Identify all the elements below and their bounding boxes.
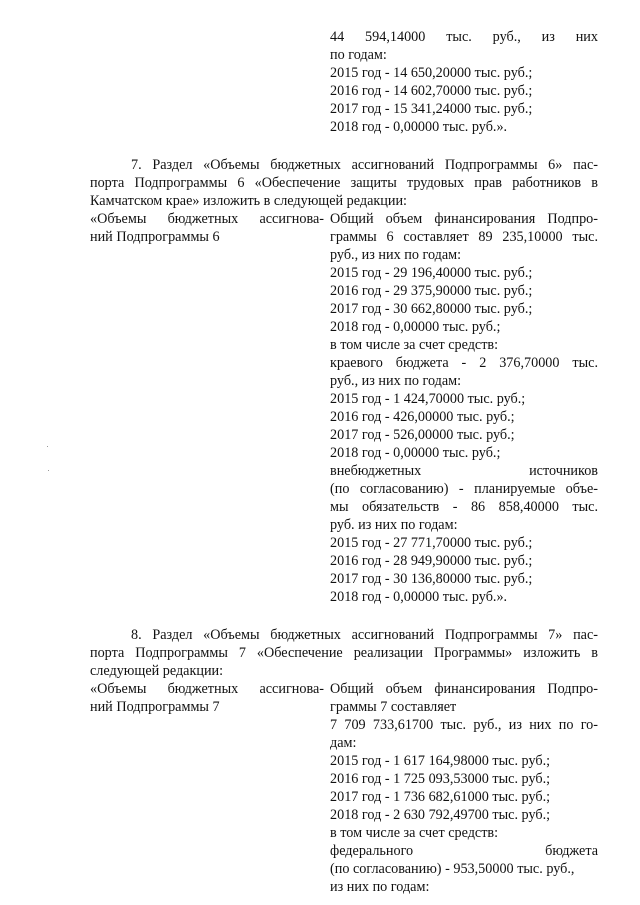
text-line: 2016 год - 1 725 093,53000 тыс. руб.; <box>330 771 551 787</box>
section-8-intro-line: порта Подпрограммы 7 «Обеспечение реализации Программы» изложить в <box>90 645 598 661</box>
text-line: 2018 год - 0,00000 тыс. руб.; <box>330 445 501 461</box>
text-line: 2016 год - 14 602,70000 тыс. руб.; <box>330 83 533 99</box>
text-line: 2017 год - 30 136,80000 тыс. руб.; <box>330 571 533 587</box>
section-7-intro-line: Камчатском крае» изложить в следующей редакции: <box>90 193 407 209</box>
text-line: Общий объем финансирования Подпро- <box>330 681 598 697</box>
section-8-left-label: ний Подпрограммы 7 <box>90 699 220 715</box>
text-line: 7 709 733,61700 тыс. руб., из них по го- <box>330 717 598 733</box>
scan-speck <box>47 446 48 447</box>
text-line: 2016 год - 29 375,90000 тыс. руб.; <box>330 283 533 299</box>
text-line: 2018 год - 0,00000 тыс. руб.; <box>330 319 501 335</box>
section-8-intro-line: 8. Раздел «Объемы бюджетных ассигнований Подпрограммы 7» пас- <box>131 627 598 643</box>
section-7-left-label: «Объемы бюджетных ассигнова- <box>90 211 324 227</box>
section-8-left-label: «Объемы бюджетных ассигнова- <box>90 681 324 697</box>
text-line: 2015 год - 29 196,40000 тыс. руб.; <box>330 265 533 281</box>
text-line: 2018 год - 0,00000 тыс. руб.». <box>330 589 508 605</box>
section-7-intro-line: порта Подпрограммы 6 «Обеспечение защиты трудовых прав работников в <box>90 175 598 191</box>
text-line: федерального бюджета <box>330 843 598 859</box>
section-7-left-label: ний Подпрограммы 6 <box>90 229 220 245</box>
text-line: руб. из них по годам: <box>330 517 458 533</box>
text-line: граммы 7 составляет <box>330 699 457 715</box>
text-line: 2015 год - 14 650,20000 тыс. руб.; <box>330 65 533 81</box>
text-line: из них по годам: <box>330 879 430 895</box>
scan-speck <box>48 470 49 471</box>
text-line: граммы 6 составляет 89 235,10000 тыс. <box>330 229 598 245</box>
text-line: 44 594,14000 тыс. руб., из них <box>330 29 598 45</box>
text-line: руб., из них по годам: <box>330 247 462 263</box>
text-line: по годам: <box>330 47 387 63</box>
text-line: мы обязательств - 86 858,40000 тыс. <box>330 499 598 515</box>
text-line: краевого бюджета - 2 376,70000 тыс. <box>330 355 598 371</box>
text-line: 2016 год - 426,00000 тыс. руб.; <box>330 409 515 425</box>
text-line: 2017 год - 526,00000 тыс. руб.; <box>330 427 515 443</box>
text-line: внебюджетных источников <box>330 463 598 479</box>
text-line: 2015 год - 1 617 164,98000 тыс. руб.; <box>330 753 551 769</box>
text-line: 2015 год - 27 771,70000 тыс. руб.; <box>330 535 533 551</box>
text-line: в том числе за счет средств: <box>330 337 499 353</box>
text-line: 2015 год - 1 424,70000 тыс. руб.; <box>330 391 526 407</box>
text-line: в том числе за счет средств: <box>330 825 499 841</box>
section-8-intro-line: следующей редакции: <box>90 663 224 679</box>
text-line: (по согласованию) - 953,50000 тыс. руб., <box>330 861 575 877</box>
text-line: 2017 год - 1 736 682,61000 тыс. руб.; <box>330 789 551 805</box>
text-line: Общий объем финансирования Подпро- <box>330 211 598 227</box>
text-line: 2018 год - 0,00000 тыс. руб.». <box>330 119 508 135</box>
text-line: 2016 год - 28 949,90000 тыс. руб.; <box>330 553 533 569</box>
text-line: 2017 год - 30 662,80000 тыс. руб.; <box>330 301 533 317</box>
text-line: 2018 год - 2 630 792,49700 тыс. руб.; <box>330 807 551 823</box>
text-line: (по согласованию) - планируемые объе- <box>330 481 598 497</box>
text-line: 2017 год - 15 341,24000 тыс. руб.; <box>330 101 533 117</box>
section-7-intro-line: 7. Раздел «Объемы бюджетных ассигнований Подпрограммы 6» пас- <box>131 157 598 173</box>
text-line: руб., из них по годам: <box>330 373 462 389</box>
text-line: дам: <box>330 735 357 751</box>
